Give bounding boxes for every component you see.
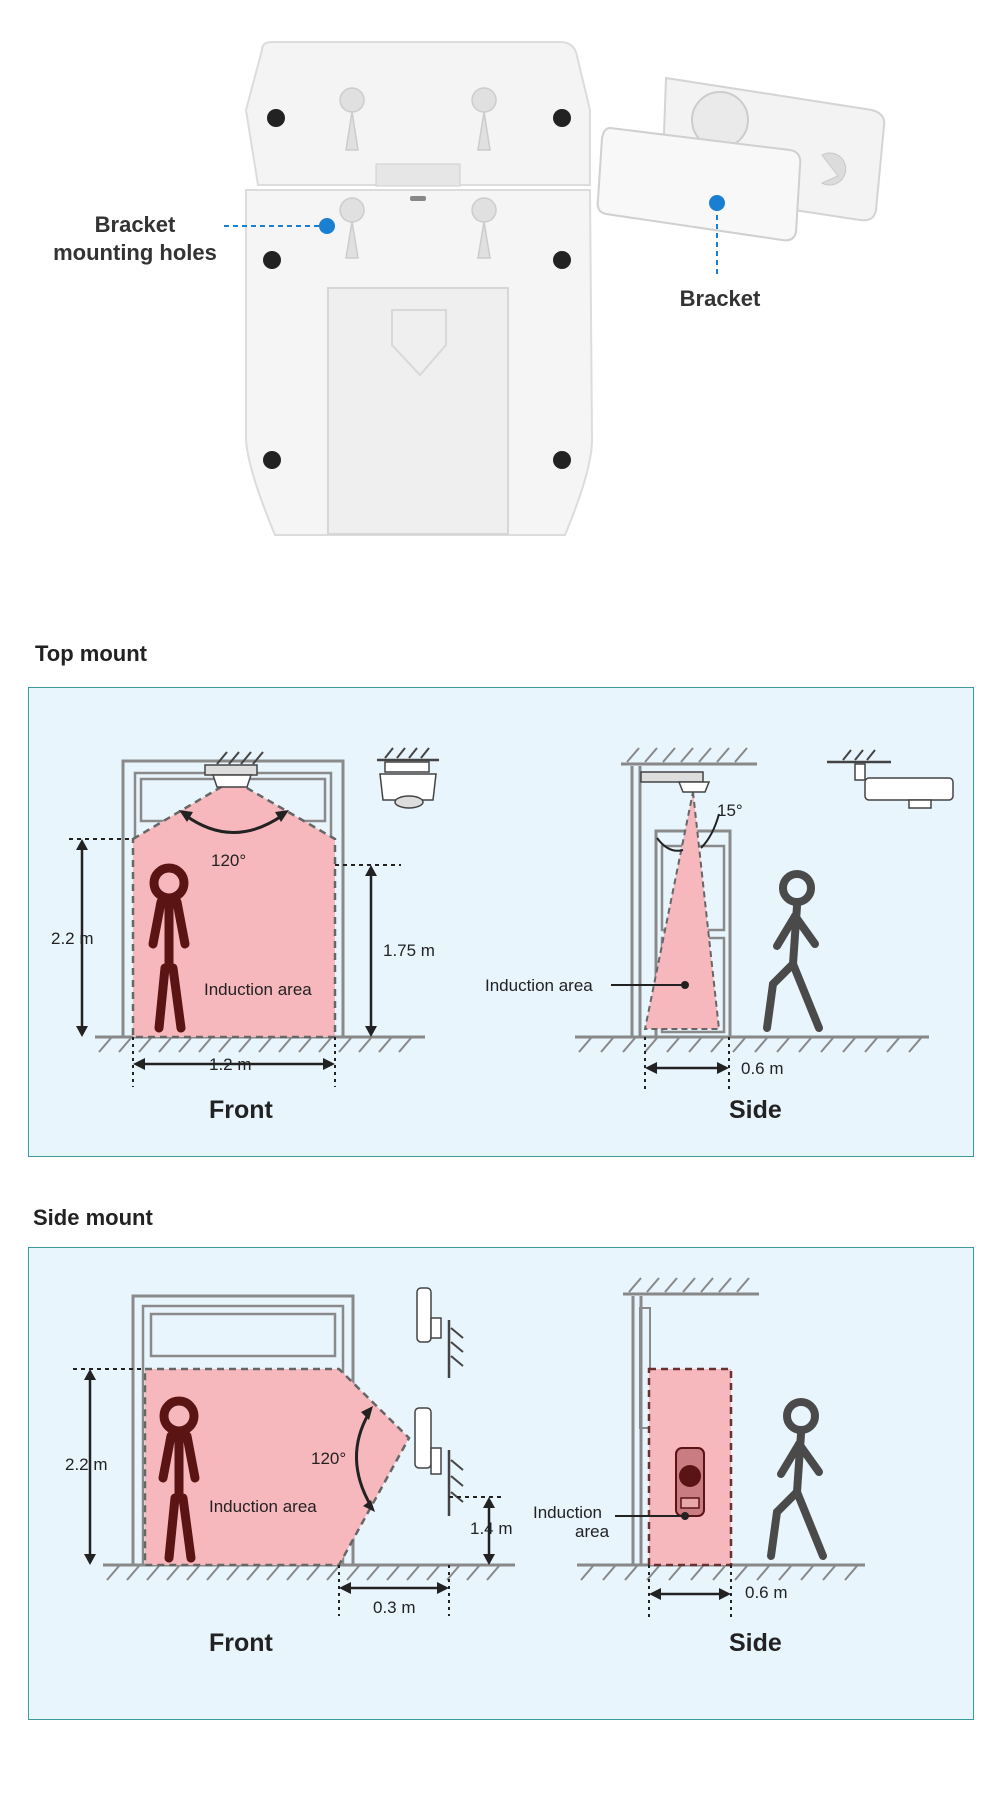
side-front-angle-label: 120° xyxy=(311,1449,347,1468)
top-front-angle-label: 120° xyxy=(211,851,247,870)
top-front-area-label: Induction area xyxy=(204,980,312,999)
side-front-caption: Front xyxy=(209,1629,273,1657)
walking-person-figure xyxy=(767,874,819,1028)
product-illustration xyxy=(0,0,1000,560)
top-side-depth: 0.6 m xyxy=(741,1059,784,1078)
bracket-part xyxy=(598,78,885,240)
side-front-height-total: 2.2 m xyxy=(65,1455,108,1474)
top-side-angle-label: 15° xyxy=(717,801,743,820)
side-side-sensor-icon xyxy=(676,1448,704,1516)
top-front-height-total: 2.2 m xyxy=(51,929,94,948)
sensor-device-back xyxy=(246,42,592,535)
top-mount-panel xyxy=(28,687,974,1157)
mounting-holes-label-line1: Bracket xyxy=(94,212,176,237)
side-mount-diagram xyxy=(29,1248,975,1721)
top-side-sensor-icon xyxy=(827,750,953,808)
top-mount-title: Top mount xyxy=(35,641,147,666)
mounting-holes-label-line2: mounting holes xyxy=(53,240,217,265)
top-front-width: 1.2 m xyxy=(209,1055,252,1074)
top-front-caption: Front xyxy=(209,1096,273,1124)
mounting-holes-callout xyxy=(40,211,230,267)
side-side-caption: Side xyxy=(729,1629,782,1657)
top-side-area-label: Induction area xyxy=(485,976,593,995)
top-mount-diagram xyxy=(29,688,975,1158)
top-front-view xyxy=(51,748,439,1124)
side-mount-sensor-icon-lower xyxy=(415,1408,463,1516)
top-side-view xyxy=(485,748,953,1124)
bracket-callout: Bracket xyxy=(679,286,761,311)
side-front-view xyxy=(65,1288,515,1657)
walking-person-figure xyxy=(771,1402,823,1556)
side-front-offset: 0.3 m xyxy=(373,1598,416,1617)
side-front-area-label: Induction area xyxy=(209,1497,317,1516)
side-side-area-label-line1: Induction xyxy=(533,1503,602,1522)
side-mount-sensor-icon-upper xyxy=(417,1288,463,1378)
top-front-height-door: 1.75 m xyxy=(383,941,435,960)
side-mount-panel xyxy=(28,1247,974,1720)
side-side-depth: 0.6 m xyxy=(745,1583,788,1602)
side-front-mount-height: 1.4 m xyxy=(470,1519,513,1538)
side-side-area-label-line2: area xyxy=(575,1522,610,1541)
side-mount-title: Side mount xyxy=(33,1205,153,1230)
top-mount-sensor-icon xyxy=(377,748,439,808)
top-side-caption: Side xyxy=(729,1096,782,1124)
side-side-view xyxy=(533,1278,865,1657)
